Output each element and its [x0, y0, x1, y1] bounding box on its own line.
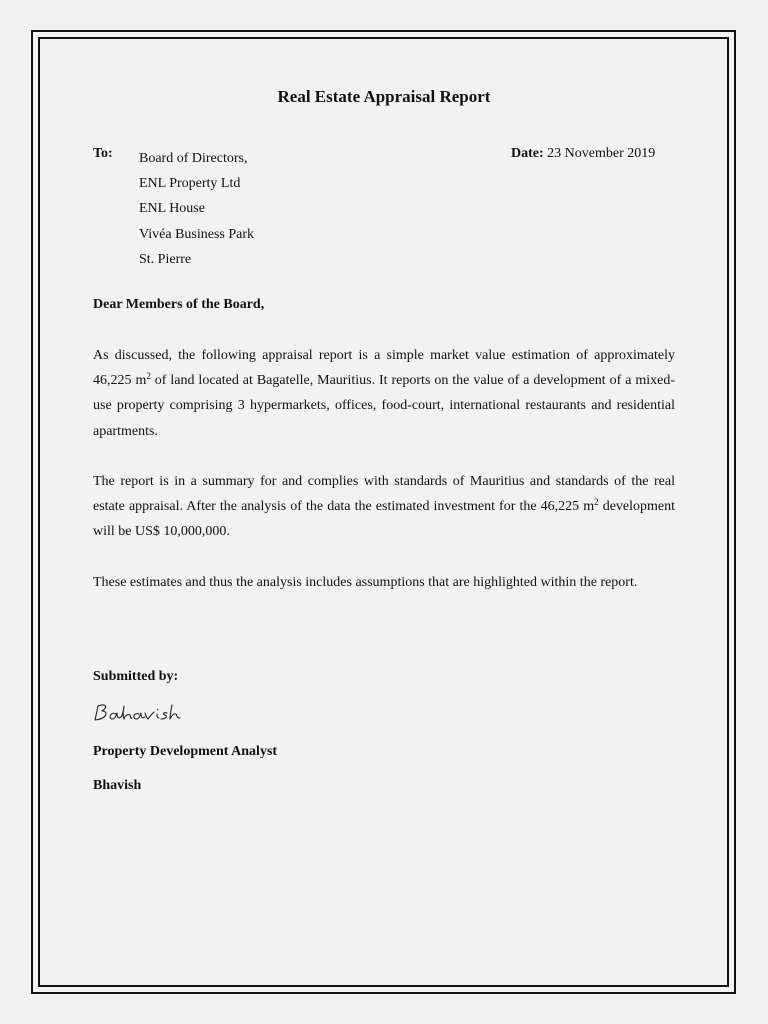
recipient-line: ENL Property Ltd	[139, 176, 241, 192]
salutation: Dear Members of the Board,	[93, 297, 265, 312]
body-paragraph-1	[93, 343, 675, 444]
to-label: To:	[93, 146, 113, 161]
paragraph-text: of land located at Bagatelle, Mauritius. It reports on the value of a development of a mixed-use property comprising 3 hypermarkets, offices, food-court, international restaurants and residential apartments.	[93, 373, 676, 439]
paragraph-text: As discussed, the following appraisal report is a simple market value estimation of approximately 46,225 m	[93, 348, 675, 389]
paragraph-text: development will be US$ 10,000,000.	[93, 499, 676, 540]
date-line	[511, 146, 655, 162]
recipient-line: Vivéa Business Park	[139, 226, 255, 242]
submitted-by-label: Submitted by:	[93, 669, 179, 684]
recipient-line: Board of Directors,	[139, 151, 248, 166]
body-paragraph-3: These estimates and thus the analysis includes assumptions that are highlighted within the report.	[93, 575, 638, 590]
body-paragraph-2	[93, 469, 675, 545]
recipient-line: St. Pierre	[139, 251, 192, 267]
recipient-address	[139, 146, 254, 272]
date-value: 23 November 2019	[547, 146, 656, 161]
paragraph-text: The report is in a summary for and complies with standards of Mauritius and standards of the real estate appraisal. After the analysis of the data the estimated investment for the 46,225 m	[93, 474, 675, 515]
superscript: 2	[146, 371, 151, 382]
signer-role: Property Development Analyst	[93, 744, 278, 759]
recipient-line: ENL House	[139, 201, 205, 217]
report-title: Real Estate Appraisal Report	[277, 87, 491, 106]
superscript: 2	[594, 497, 599, 508]
signature-image	[93, 697, 183, 731]
signer-name: Bhavish	[93, 778, 142, 793]
date-label: Date:	[511, 146, 544, 161]
